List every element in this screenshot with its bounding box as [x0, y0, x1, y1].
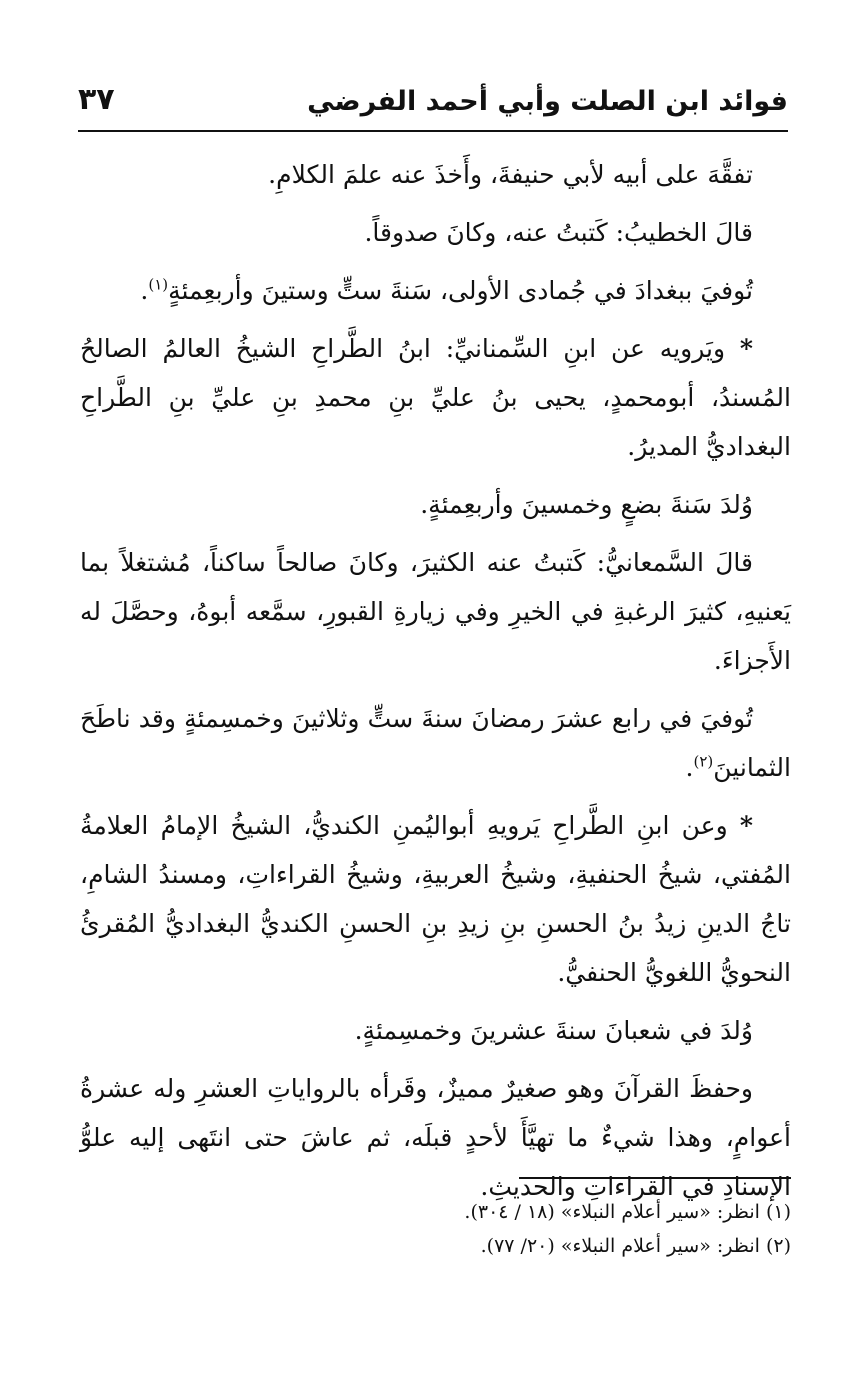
paragraph-7-end: . — [685, 753, 694, 782]
asterisk-icon: * — [739, 334, 753, 363]
asterisk-icon: * — [739, 811, 753, 840]
paragraph-6 — [80, 538, 791, 685]
paragraph-10 — [80, 1064, 791, 1211]
header-rule — [78, 130, 788, 132]
paragraph-6-text: قالَ السَّمعانيُّ: كَتبتُ عنه الكثيرَ، وكانَ صالحاً ساكناً، مُشتغلاً بما يَعنيهِ، كثيرَ الرغبةِ في الخيرِ وفي زيارةِ القبورِ، سمَّعه أبوهُ، وحصَّلَ له الأَجزاءَ. — [80, 548, 791, 675]
paragraph-1 — [80, 150, 791, 199]
paragraph-3 — [80, 266, 791, 315]
paragraph-5-text: وُلدَ سَنةَ بضعٍ وخمسينَ وأربعِمئةٍ. — [420, 490, 753, 519]
footnote-ref-1[interactable]: (١) — [148, 275, 169, 294]
footnotes — [80, 1195, 791, 1263]
paragraph-4-text: ويَرويه عن ابنِ السِّمنانيِّ: ابنُ الطَّراحِ الشيخُ العالمُ الصالحُ المُسندُ، أبومحمدٍ، يحيى بنُ عليِّ بنِ محمدِ بنِ عليِّ بنِ الطَّراحِ البغداديُّ المديرُ. — [80, 334, 791, 461]
paragraph-3-text: تُوفيَ ببغدادَ في جُمادى الأولى، سَنةَ ستٍّ وستينَ وأربعِمئةٍ — [168, 276, 753, 305]
paragraph-8-text: وعن ابنِ الطَّراحِ يَرويهِ أبواليُمنِ الكنديُّ، الشيخُ الإمامُ العلامةُ المُفتي، شيخُ الحنفيةِ، وشيخُ العربيةِ، وشيخُ القراءاتِ، ومسندُ الشامِ، تاجُ الدينِ زيدُ بنُ الحسنِ بنِ زيدِ بنِ الحسنِ الكنديُّ البغداديُّ المُقرئُ النحويُّ اللغويُّ الحنفيُّ. — [80, 811, 791, 987]
paragraph-2 — [80, 208, 791, 257]
paragraph-7 — [80, 694, 791, 792]
paragraph-8 — [80, 801, 791, 997]
footnote-2: (٢) انظر: «سير أعلام النبلاء» (٢٠/ ٧٧). — [480, 1235, 791, 1257]
footnote-rule — [519, 1177, 791, 1179]
paragraph-5 — [80, 480, 791, 529]
paragraph-7-text: تُوفيَ في رابع عشرَ رمضانَ سنةَ ستٍّ وثلاثينَ وخمسِمئةٍ وقد ناطَحَ الثمانينَ — [80, 704, 791, 782]
paragraph-9-text: وُلدَ في شعبانَ سنةَ عشرينَ وخمسِمئةٍ. — [354, 1016, 753, 1045]
page-number: ٣٧ — [78, 82, 115, 117]
paragraph-4 — [80, 324, 791, 471]
paragraph-3-end: . — [140, 276, 149, 305]
running-title: فوائد ابن الصلت وأبي أحمد الفرضي — [307, 86, 788, 117]
paragraph-10-text: وحفظَ القرآنَ وهو صغيرٌ مميزٌ، وقَرأه بالرواياتِ العشرِ وله عشرةُ أعوامٍ، وهذا شيءٌ ما تهيَّأَ لأحدٍ قبلَه، ثم عاشَ حتى انتَهى إليه علوُّ الإسنادِ في القراءاتِ والحديثِ. — [80, 1074, 791, 1201]
running-header — [78, 78, 788, 126]
footnote-ref-2[interactable]: (٢) — [693, 752, 714, 771]
footnote-1: (١) انظر: «سير أعلام النبلاء» (١٨ / ٣٠٤). — [464, 1201, 791, 1223]
paragraph-1-text: تفقَّهَ على أبيه لأبي حنيفةَ، وأَخذَ عنه علمَ الكلامِ. — [268, 160, 753, 189]
paragraph-9 — [80, 1006, 791, 1055]
main-text — [80, 150, 791, 1220]
paragraph-2-text: قالَ الخطيبُ: كَتبتُ عنه، وكانَ صدوقاً. — [364, 218, 753, 247]
